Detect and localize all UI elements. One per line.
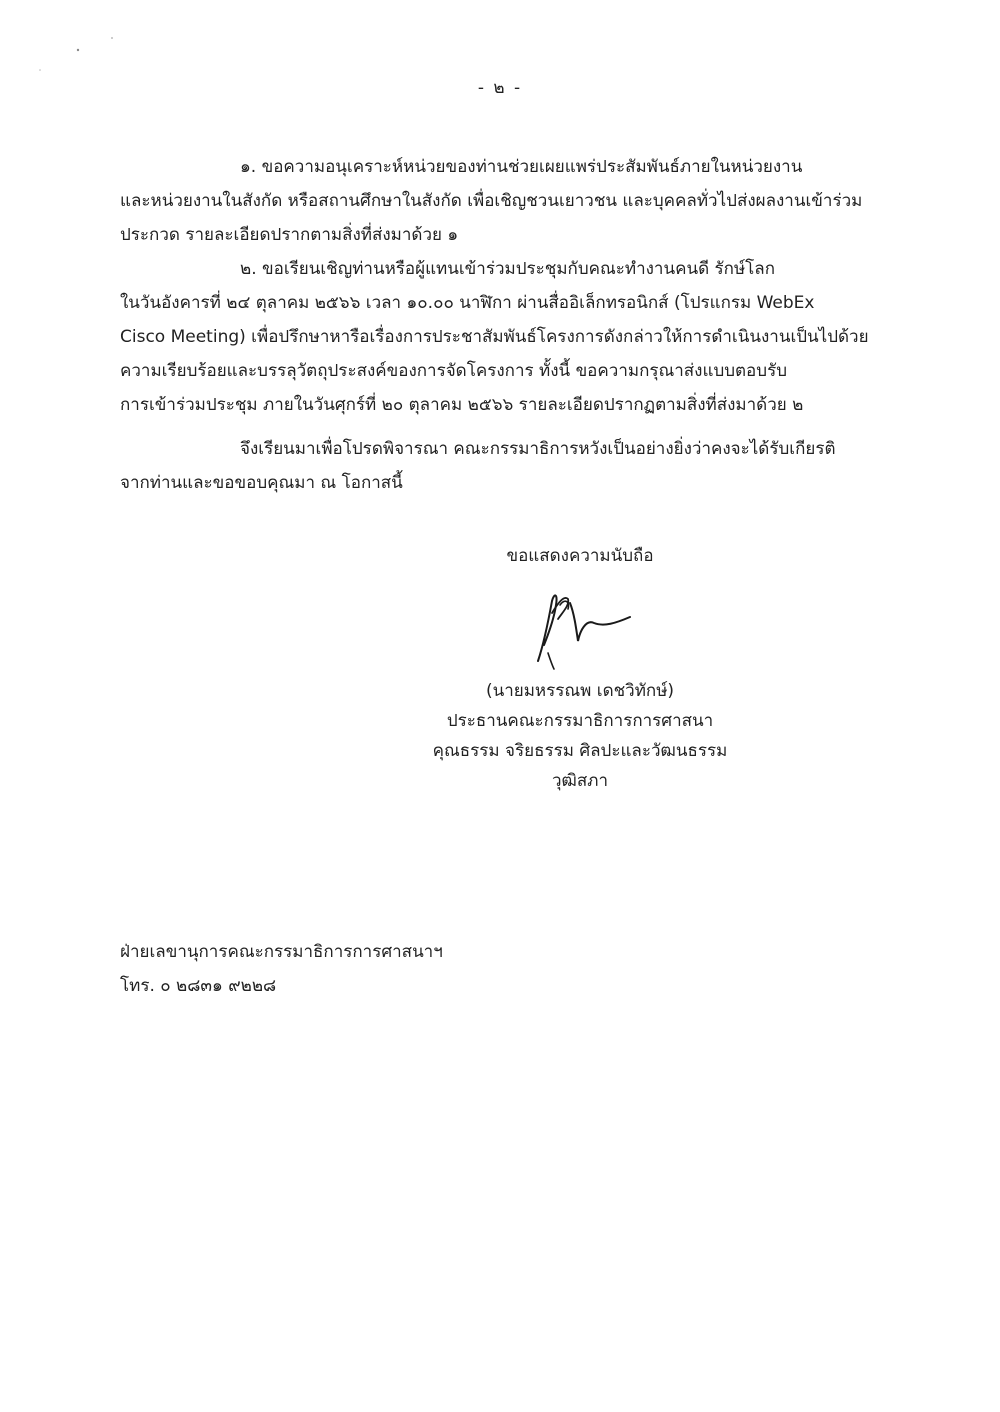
paragraph-line: และหน่วยงานในสังกัด หรือสถานศึกษาในสังกัด เพื่อเชิญชวนเยาวชน และบุคคลทั่วไปส่งผลงานเข้าร่วม <box>120 191 863 211</box>
paragraph-line: จึงเรียนมาเพื่อโปรดพิจารณา คณะกรรมาธิการหวังเป็นอย่างยิ่งว่าคงจะได้รับเกียรติ <box>240 439 836 459</box>
scan-speck-marks <box>0 0 160 120</box>
contact-footer <box>120 935 443 1003</box>
paragraph-line: ๒. ขอเรียนเชิญท่านหรือผู้แทนเข้าร่วมประชุมกับคณะทำงานคนดี รักษ์โลก <box>240 259 776 279</box>
letter-body <box>120 150 892 500</box>
signer-position-line1: ประธานคณะกรรมาธิการการศาสนา <box>446 711 714 731</box>
signer-block <box>380 676 780 796</box>
signer-organization: วุฒิสภา <box>551 771 609 791</box>
paragraph-conclusion <box>120 432 892 500</box>
paragraph-line: การเข้าร่วมประชุม ภายในวันศุกร์ที่ ๒๐ ตุลาคม ๒๕๖๖ รายละเอียดปรากฏตามสิ่งที่ส่งมาด้วย ๒ <box>120 395 804 415</box>
closing-salutation: ขอแสดงความนับถือ <box>506 546 654 566</box>
paragraph-line: ในวันอังคารที่ ๒๔ ตุลาคม ๒๕๖๖ เวลา ๑๐.๐๐ นาฬิกา ผ่านสื่ออิเล็กทรอนิกส์ (โปรแกรม WebEx <box>120 293 815 313</box>
paragraph-line: ๑. ขอความอนุเคราะห์หน่วยของท่านช่วยเผยแพร่ประสัมพันธ์ภายในหน่วยงาน <box>240 157 803 177</box>
paragraph-item-2 <box>120 252 892 422</box>
signer-name: (นายมหรรณพ เดชวิทักษ์) <box>485 681 675 701</box>
paragraph-line: ประกวด รายละเอียดปรากตามสิ่งที่ส่งมาด้วย ๑ <box>120 225 459 245</box>
footer-phone: โทร. ๐ ๒๘๓๑ ๙๒๒๘ <box>120 976 277 996</box>
footer-department: ฝ่ายเลขานุการคณะกรรมาธิการการศาสนาฯ <box>120 942 443 962</box>
paragraph-line: Cisco Meeting) เพื่อปรึกษาหารือเรื่องการประชาสัมพันธ์โครงการดังกล่าวให้การดำเนินงานเป็นไปด้วย <box>120 327 869 347</box>
page-number: - ๒ - <box>477 78 523 98</box>
handwritten-signature <box>508 583 648 673</box>
paragraph-item-1 <box>120 150 892 252</box>
paragraph-line: ความเรียบร้อยและบรรลุวัตถุประสงค์ของการจัดโครงการ ทั้งนี้ ขอความกรุณาส่งแบบตอบรับ <box>120 361 787 381</box>
paragraph-line: จากท่านและขอขอบคุณมา ณ โอกาสนี้ <box>120 473 403 493</box>
signer-position-line2: คุณธรรม จริยธรรม ศิลปะและวัฒนธรรม <box>432 741 728 761</box>
